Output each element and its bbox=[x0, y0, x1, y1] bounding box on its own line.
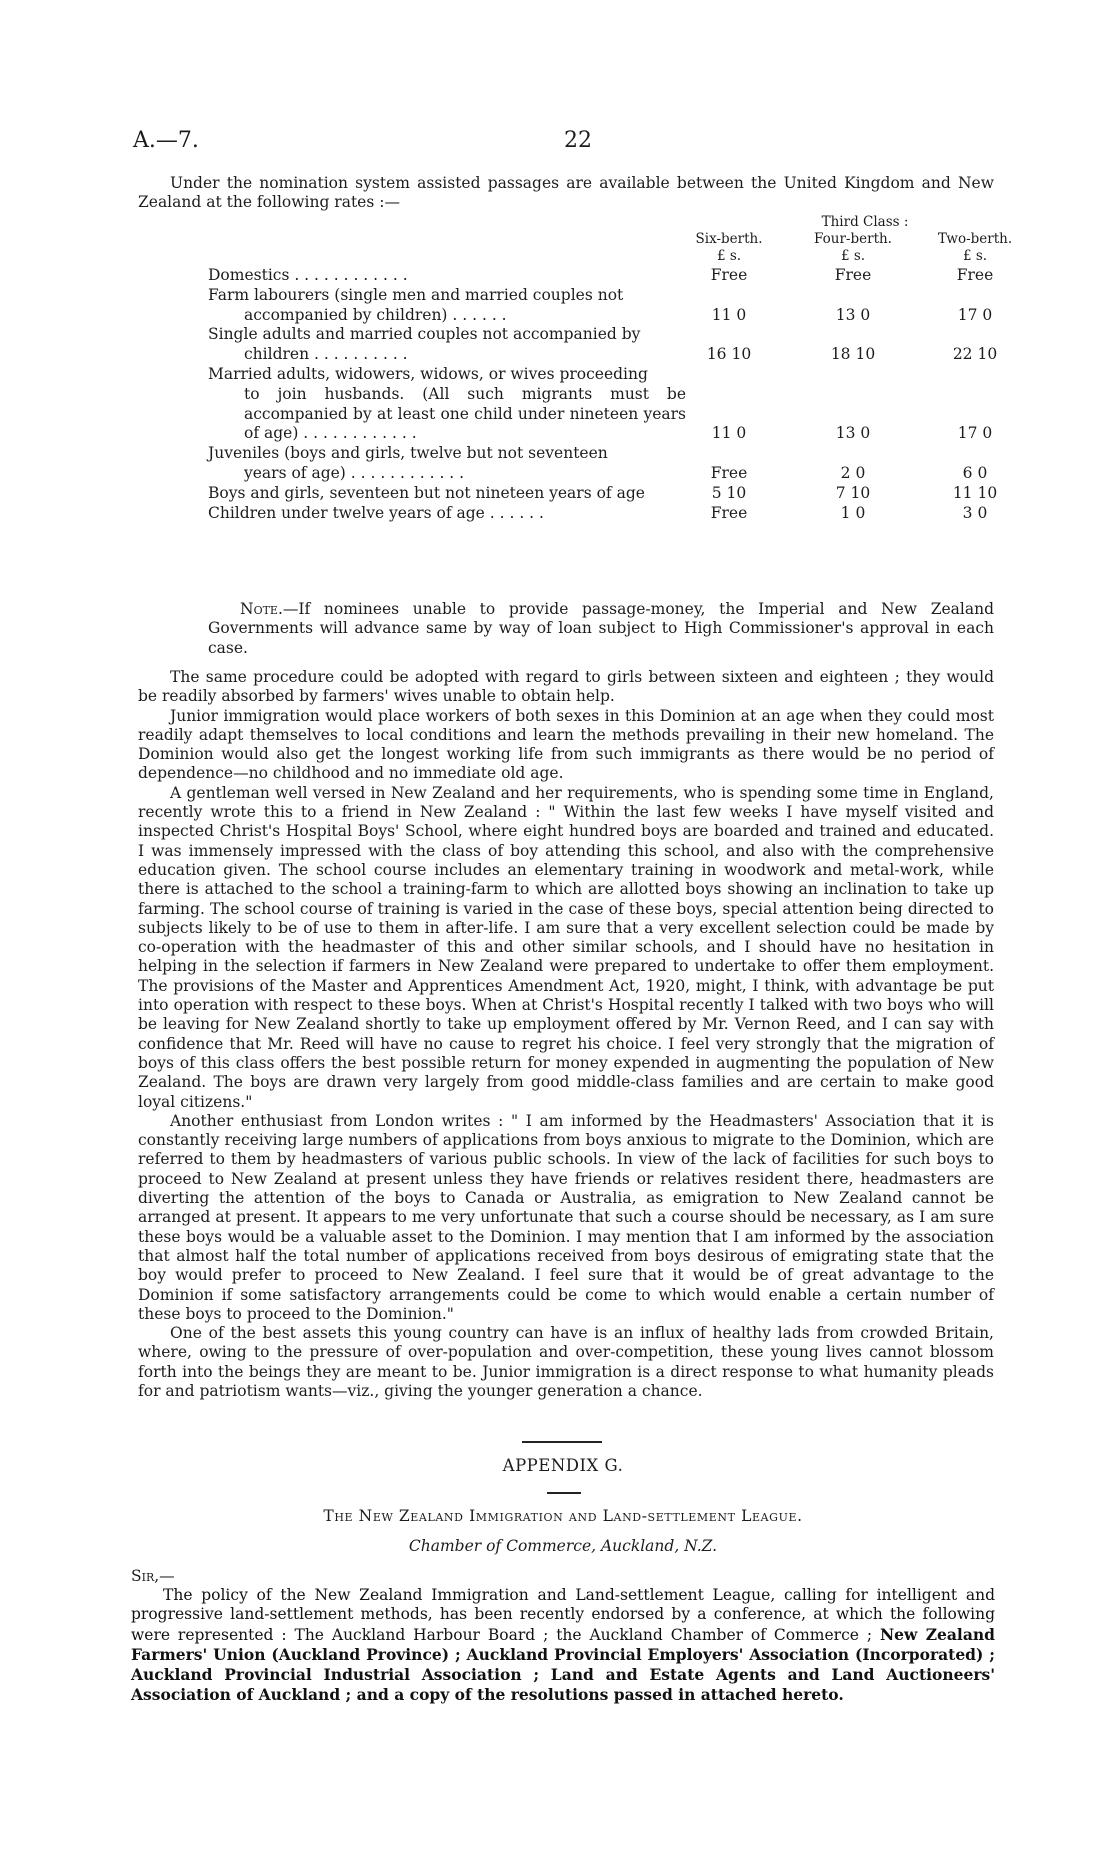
rates-table bbox=[208, 266, 998, 523]
rate-row bbox=[208, 365, 998, 444]
rate-six-berth: 5 10 bbox=[711, 483, 747, 502]
rate-label: Boys and girls, seventeen but not nineteen years of age bbox=[208, 483, 645, 502]
four-berth-header: Four-berth. bbox=[814, 231, 892, 247]
salutation: Sir,— bbox=[131, 1567, 175, 1585]
note-label: Note. bbox=[240, 600, 283, 618]
letter-address: Chamber of Commerce, Auckland, N.Z. bbox=[408, 1537, 718, 1555]
rate-six-berth: Free bbox=[710, 266, 748, 284]
rate-six-berth: 11 0 bbox=[711, 305, 747, 324]
rate-six-berth: Free bbox=[710, 463, 748, 482]
rate-four-berth: 18 10 bbox=[830, 345, 876, 364]
rate-row bbox=[208, 325, 998, 365]
rate-row bbox=[208, 484, 998, 504]
rate-label: Domestics . . . . . . . . . . . . bbox=[208, 266, 408, 284]
page-number: 22 bbox=[564, 128, 592, 153]
rate-row bbox=[208, 266, 998, 286]
rate-four-berth: 7 10 bbox=[835, 483, 871, 502]
rate-two-berth: 17 0 bbox=[957, 424, 993, 443]
paragraph: The same procedure could be adopted with regard to girls between sixteen and eighteen ; they would be readily absorbed by farmers' wives unable to obtain help. bbox=[138, 668, 994, 706]
paragraph: One of the best assets this young country can have is an influx of healthy lads from crowded Britain, where, owing to the pressure of over-population and over-competition, these young lives cannot blossom forth into the beings they are meant to be. Junior immigration is a direct response to what humanity pleads for and patriotism wants—viz., giving the younger generation a chance. bbox=[138, 1324, 994, 1400]
paragraph: Junior immigration would place workers of both sexes in this Dominion at an age when they could most readily adapt themselves to local conditions and learn the methods prevailing in their new homeland. The Dominion would also get the longest working life from such immigrants as there would be no period of dependence—no childhood and no immediate old age. bbox=[138, 706, 994, 783]
letter-body bbox=[131, 1586, 995, 1706]
rate-two-berth: 17 0 bbox=[957, 305, 993, 324]
league-title: The New Zealand Immigration and Land-settlement League. bbox=[323, 1507, 803, 1525]
document-reference: A.—7. bbox=[133, 128, 199, 153]
rate-six-berth: 16 10 bbox=[706, 345, 752, 364]
rate-label: Juveniles (boys and girls, twelve but not seventeen years of age) . . . . . . . . . . . . bbox=[208, 444, 608, 482]
intro-paragraph: Under the nomination system assisted passages are available between the United Kingdom and New Zealand at the following rates :— bbox=[138, 174, 994, 212]
rate-four-berth: 13 0 bbox=[835, 305, 871, 324]
note-text: —If nominees unable to provide passage-money, the Imperial and New Zealand Governments will advance same by way of loan subject to High Commissioner's approval in each case. bbox=[208, 600, 994, 657]
rate-label: Single adults and married couples not accompanied by children . . . . . . . . . . bbox=[208, 325, 641, 364]
rate-six-berth: Free bbox=[710, 503, 748, 522]
intro-section bbox=[138, 174, 994, 213]
rate-row bbox=[208, 286, 998, 326]
rate-row bbox=[208, 444, 998, 484]
rate-two-berth: 6 0 bbox=[962, 463, 988, 482]
two-berth-header: Two-berth. bbox=[937, 231, 1013, 247]
letter-text-bold: New Zealand Farmers' Union (Auckland Province) ; Auckland Provincial Employers' Association (Incorporated) ; Auckland Provincial Industrial Association ; Land and Estate Agents and Land Auctioneers' Association of Auckland ; and a copy of the resolutions passed in attached hereto. bbox=[131, 1624, 995, 1705]
rate-six-berth: 11 0 bbox=[711, 424, 747, 443]
rate-four-berth: 2 0 bbox=[840, 463, 866, 482]
letter-paragraph bbox=[131, 1586, 995, 1706]
paragraph: Another enthusiast from London writes : " I am informed by the Headmasters' Association that it is constantly receiving large numbers of applications from boys anxious to migrate to the Dominion, which are referred to them by headmasters of various public schools. In view of the lack of facilities for such boys to proceed to New Zealand at present unless they have friends or relatives resident there, headmasters are diverting the attention of the boys to Canada or Australia, as emigration to New Zealand cannot be arranged at present. It appears to me very unfortunate that such a course should be necessary, as I am sure these boys would be a valuable asset to the Dominion. I may mention that I am informed by the association that almost half the total number of applications received from boys desirous of emigrating state that the boy would prefer to proceed to New Zealand. I feel sure that it would be of great advantage to the Dominion if some satisfactory arrangements could be come to which would enable a certain number of these boys to proceed to the Dominion." bbox=[138, 1111, 994, 1323]
four-berth-unit: £ s. bbox=[840, 248, 866, 264]
rate-four-berth: 1 0 bbox=[840, 503, 866, 522]
rate-label: Children under twelve years of age . . . . . . bbox=[208, 503, 544, 522]
six-berth-header: Six-berth. bbox=[695, 231, 763, 247]
body-text bbox=[138, 668, 994, 1401]
two-berth-unit: £ s. bbox=[962, 248, 988, 264]
rate-row bbox=[208, 504, 998, 524]
paragraph: A gentleman well versed in New Zealand and her requirements, who is spending some time in England, recently wrote this to a friend in New Zealand : " Within the last few weeks I have myself visited and inspected Christ's Hospital Boys' School, where eight hundred boys are boarded and trained and educated. I was immensely impressed with the class of boy attending this school, and also with the comprehensive education given. The school course includes an elementary training in woodwork and metal-work, while there is attached to the school a training-farm to which are allotted boys showing an inclination to take up farming. The school course of training is varied in the case of these boys, special attention being directed to subjects likely to be of use to them in after-life. I am sure that a very excellent selection could be made by co-operation with the headmaster of this and other similar schools, and I should have no hesitation in helping in the selection if farmers in New Zealand were prepared to undertake to offer them employment. The provisions of the Master and Apprentices Amendment Act, 1920, might, I think, with advantage be put into operation with respect to these boys. When at Christ's Hospital recently I talked with two boys who will be leaving for New Zealand shortly to take up employment offered by Mr. Vernon Reed, and I can say with confidence that Mr. Reed will have no cause to regret his choice. I feel very strongly that the migration of boys of this class offers the best possible return for money expended in augmenting the population of New Zealand. The boys are drawn very largely from good middle-class families and are certain to make good loyal citizens." bbox=[138, 783, 994, 1111]
letter-text: The policy of the New Zealand Immigration and Land-settlement League, calling for intelligent and progressive land-settlement methods, has been recently endorsed by a conference, at which the following were represented : The Auckland Harbour Board ; the Auckland Chamber of Commerce ; bbox=[131, 1586, 995, 1644]
rate-two-berth: 3 0 bbox=[962, 503, 988, 522]
rates-note bbox=[208, 600, 994, 658]
title-divider bbox=[547, 1492, 581, 1494]
rate-label: Married adults, widowers, widows, or wives proceeding to join husbands. (All such migrants must be accompanied by at least one child under nineteen years of age) . . . . . . . . . . . . bbox=[208, 364, 686, 443]
third-class-heading: Third Class : bbox=[821, 214, 909, 230]
rate-four-berth: 13 0 bbox=[835, 424, 871, 443]
rate-two-berth: 22 10 bbox=[952, 345, 998, 364]
rate-two-berth: Free bbox=[956, 266, 994, 284]
section-divider bbox=[522, 1441, 602, 1443]
rate-four-berth: Free bbox=[834, 266, 872, 284]
six-berth-unit: £ s. bbox=[716, 248, 742, 264]
rate-two-berth: 11 10 bbox=[952, 483, 998, 502]
rate-label: Farm labourers (single men and married couples not accompanied by children) . . . . . . bbox=[208, 285, 624, 324]
appendix-title: APPENDIX G. bbox=[502, 1456, 624, 1475]
page-header bbox=[133, 128, 993, 158]
